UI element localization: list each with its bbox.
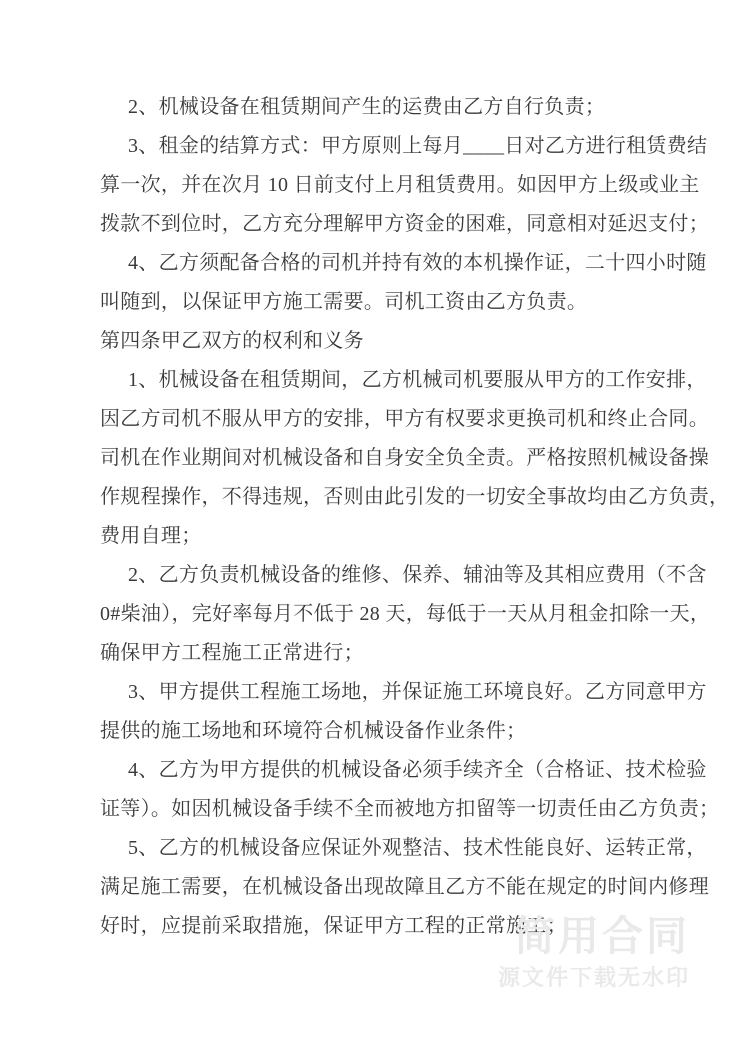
text-line: 2、乙方负责机械设备的维修、保养、辅油等及其相应费用（不含 xyxy=(128,564,707,586)
text-line: 费用自理； xyxy=(100,525,202,547)
text-line: 4、乙方须配备合格的司机并持有效的本机操作证，二十四小时随 xyxy=(128,252,707,274)
text-line: 确保甲方工程施工正常进行； xyxy=(100,642,364,664)
contract-text xyxy=(100,88,730,946)
text-line: 3、租金的结算方式：甲方原则上每月____日对乙方进行租赁费结 xyxy=(128,135,708,157)
text-line: 算一次，并在次月 10 日前支付上月租赁费用。如因甲方上级或业主 xyxy=(100,174,700,196)
text-line: 0#柴油），完好率每月不低于 28 天，每低于一天从月租金扣除一天， xyxy=(100,603,711,625)
text-line: 提供的施工场地和环境符合机械设备作业条件； xyxy=(100,720,527,742)
text-line: 叫随到，以保证甲方施工需要。司机工资由乙方负责。 xyxy=(100,291,588,313)
watermark-title: 简用合同 xyxy=(514,913,690,959)
text-line: 4、乙方为甲方提供的机械设备必须手续齐全（合格证、技术检验 xyxy=(128,759,707,781)
watermark-subtitle: 源文件下载无水印 xyxy=(497,965,690,990)
text-line: 2、机械设备在租赁期间产生的运费由乙方自行负责； xyxy=(128,96,606,118)
text-line: 第四条甲乙双方的权利和义务 xyxy=(100,330,364,352)
text-line: 作规程操作，不得违规，否则由此引发的一切安全事故均由乙方负责， xyxy=(100,486,730,508)
text-line: 满足施工需要，在机械设备出现故障且乙方不能在规定的时间内修理 xyxy=(100,876,709,898)
text-line: 3、甲方提供工程施工场地，并保证施工环境良好。乙方同意甲方 xyxy=(128,681,707,703)
text-line: 司机在作业期间对机械设备和自身安全负全责。严格按照机械设备操 xyxy=(100,447,709,469)
text-line: 1、机械设备在租赁期间，乙方机械司机要服从甲方的工作安排， xyxy=(128,369,707,391)
text-line: 拨款不到位时，乙方充分理解甲方资金的困难，同意相对延迟支付； xyxy=(100,213,709,235)
text-line: 5、乙方的机械设备应保证外观整洁、技术性能良好、运转正常， xyxy=(128,837,707,859)
text-line: 因乙方司机不服从甲方的安排，甲方有权要求更换司机和终止合同。 xyxy=(100,408,709,430)
text-line: 证等）。如因机械设备手续不全而被地方扣留等一切责任由乙方负责； xyxy=(100,798,720,820)
text-line: 好时，应提前采取措施，保证甲方工程的正常施工； xyxy=(100,915,567,937)
